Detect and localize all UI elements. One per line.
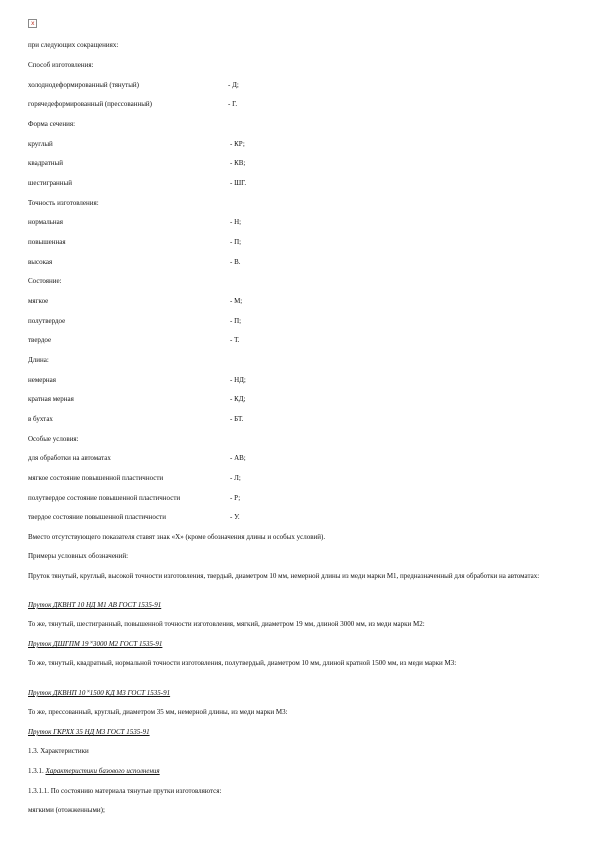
group-item-code: - БТ. bbox=[230, 415, 244, 423]
example-2-description: То же, тянутый, шестигранный, повышенной точности изготовления, мягкий, диаметром 19 мм, длиной 3000 мм, из меди марки М2: bbox=[28, 620, 425, 628]
last-line-text: мягкими (отожженными); bbox=[28, 806, 105, 814]
group-item-label: холоднодеформированный (тянутый) bbox=[28, 81, 140, 89]
group-item-label: круглый bbox=[28, 140, 53, 148]
broken-image-mark: x bbox=[31, 20, 35, 27]
group-item-code: - П; bbox=[230, 317, 242, 325]
example-4-designation: Пруток ГКРХХ 35 НД М3 ГОСТ 1535-91 bbox=[28, 728, 150, 736]
group-item-label: в бухтах bbox=[28, 415, 53, 423]
group-item-label: кратная мерная bbox=[28, 395, 74, 403]
subsection-heading bbox=[28, 767, 160, 776]
group-item-code: - АВ; bbox=[230, 454, 246, 462]
example-1-description: Пруток тянутый, круглый, высокой точности изготовления, твердый, диаметром 10 мм, немерной длины из меди марки М1, предназначенный для обработки на автоматах: bbox=[28, 572, 540, 580]
subsection-title: Характеристики базового исполнения bbox=[45, 767, 160, 775]
group-item-label: шестигранный bbox=[28, 179, 73, 187]
examples-title: Примеры условных обозначений: bbox=[28, 552, 129, 560]
group-title-length: Длина: bbox=[28, 356, 49, 364]
subsection-number: 1.3.1. bbox=[28, 767, 44, 775]
note-text: Вместо отсутствующего показателя ставят знак «Х» (кроме обозначения длины и особых условий). bbox=[28, 533, 326, 541]
group-item-code: - Г. bbox=[228, 100, 238, 108]
group-item-code: - Р; bbox=[230, 494, 241, 502]
example-2-designation: Пруток ДШГПМ 19 ˟3000 М2 ГОСТ 1535-91 bbox=[28, 640, 163, 648]
group-item-label: нормальная bbox=[28, 218, 63, 226]
group-item-label: высокая bbox=[28, 258, 53, 266]
group-title-state: Состояние: bbox=[28, 277, 62, 285]
group-item-code: - М; bbox=[230, 297, 243, 305]
group-item-code: - ШГ. bbox=[230, 179, 247, 187]
group-item-code: - КВ; bbox=[230, 159, 246, 167]
group-item-code: - НД; bbox=[230, 376, 246, 384]
group-item-code: - КД; bbox=[230, 395, 246, 403]
example-3-description: То же, тянутый, квадратный, нормальной точности изготовления, полутвердый, диаметром 10 мм, длиной кратной 1500 мм, из меди марки М3: bbox=[28, 659, 457, 667]
intro-text: при следующих сокращениях: bbox=[28, 41, 119, 49]
group-item-label: горячедеформированный (прессованный) bbox=[28, 100, 152, 108]
example-3-designation: Пруток ДКВНП 10 ˟1500 КД М3 ГОСТ 1535-91 bbox=[28, 689, 171, 697]
group-title-method: Способ изготовления: bbox=[28, 61, 94, 69]
group-item-label: полутвердое bbox=[28, 317, 66, 325]
group-title-precision: Точность изготовления: bbox=[28, 199, 99, 207]
group-title-shape: Форма сечения: bbox=[28, 120, 76, 128]
group-item-label: квадратный bbox=[28, 159, 63, 167]
group-item-code: - У. bbox=[230, 513, 240, 521]
clause-text: 1.3.1.1. По состоянию материала тянутые прутки изготовляются: bbox=[28, 787, 222, 795]
group-item-label: мягкое состояние повышенной пластичности bbox=[28, 474, 164, 482]
group-item-code: - Т. bbox=[230, 336, 240, 344]
group-item-label: твердое состояние повышенной пластичности bbox=[28, 513, 166, 521]
group-item-label: мягкое bbox=[28, 297, 49, 305]
group-item-label: полутвердое состояние повышенной пластичности bbox=[28, 494, 181, 502]
group-item-label: твердое bbox=[28, 336, 52, 344]
example-1-designation: Пруток ДКВНТ 10 НД М1 АВ ГОСТ 1535-91 bbox=[28, 601, 162, 609]
example-4-description: То же, прессованный, круглый, диаметром 35 мм, немерной длины, из меди марки М3: bbox=[28, 708, 288, 716]
group-title-special: Особые условия: bbox=[28, 435, 79, 443]
broken-image-icon bbox=[28, 19, 37, 28]
group-item-label: немерная bbox=[28, 376, 56, 384]
group-item-code: - Д; bbox=[228, 81, 239, 89]
group-item-code: - В. bbox=[230, 258, 241, 266]
group-item-code: - П; bbox=[230, 238, 242, 246]
group-item-code: - Л; bbox=[230, 474, 241, 482]
section-title: 1.3. Характеристики bbox=[28, 747, 89, 755]
group-item-code: - Н; bbox=[230, 218, 242, 226]
group-item-label: повышенная bbox=[28, 238, 66, 246]
group-item-label: для обработки на автоматах bbox=[28, 454, 111, 462]
group-item-code: - КР; bbox=[230, 140, 245, 148]
